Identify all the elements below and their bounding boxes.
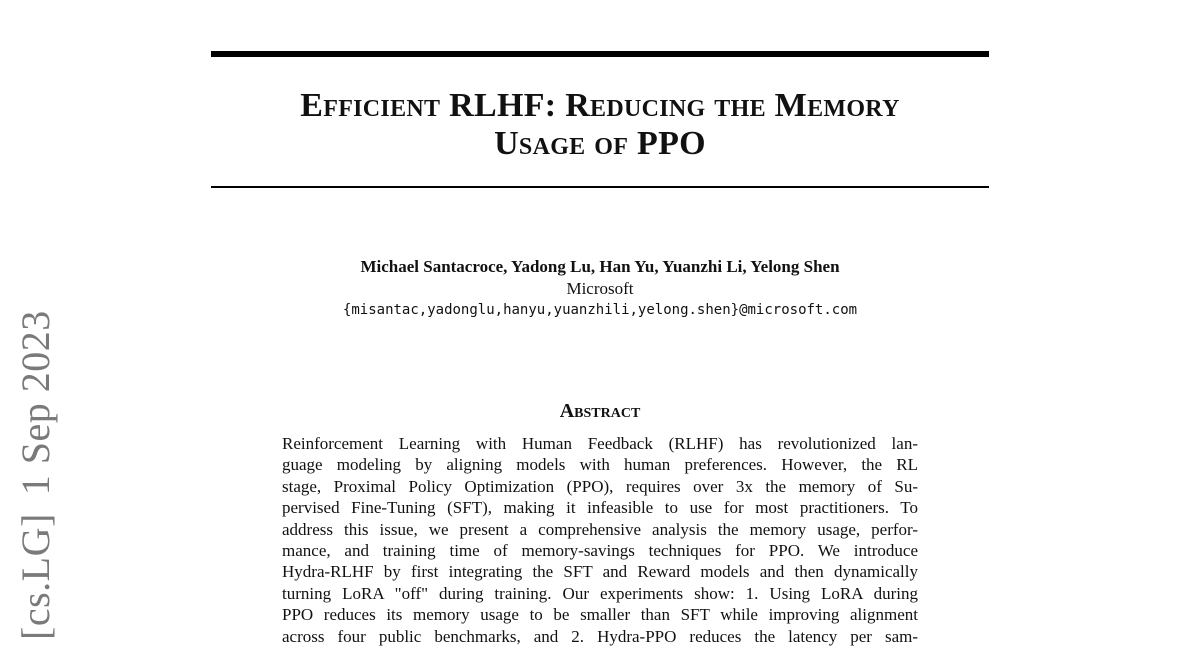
- abstract-line: Reinforcement Learning with Human Feedback (RLHF) has revolutionized lan-: [282, 434, 918, 453]
- author-list: Michael Santacroce, Yadong Lu, Han Yu, Yuanzhi Li, Yelong Shen: [360, 257, 840, 276]
- abstract-line: address this issue, we present a comprehensive analysis the memory usage, perfor-: [282, 519, 918, 539]
- title-top-rule: [211, 51, 989, 57]
- abstract-line: turning LoRA "off" during training. Our experiments show: 1. Using LoRA during: [282, 583, 918, 603]
- abstract-body: [282, 433, 918, 647]
- abstract-line: guage modeling by aligning models with human preferences. However, the RL: [282, 455, 918, 475]
- title-bottom-rule: [211, 186, 989, 188]
- paper-title-line-2: Usage of PPO: [494, 125, 706, 162]
- arxiv-date: 1 Sep 2023: [13, 310, 58, 496]
- abstract-line: mance, and training time of memory-savings techniques for PPO. We introduce: [282, 540, 918, 560]
- abstract-line: Hydra-RLHF by first integrating the SFT and Reward models and then dynamically: [282, 562, 918, 582]
- abstract-line: across four public benchmarks, and 2. Hydra-PPO reduces the latency per sam-: [282, 626, 918, 646]
- author-emails: {misantac,yadonglu,hanyu,yuanzhili,yelong.shen}@microsoft.com: [342, 302, 858, 318]
- paper-title: [211, 87, 989, 163]
- abstract-line: stage, Proximal Policy Optimization (PPO), requires over 3x the memory of Su-: [282, 476, 918, 496]
- paper-title-line-1: Efficient RLHF: Reducing the Memory: [300, 87, 900, 124]
- arxiv-side-stamp: [14, 310, 58, 640]
- abstract-line: PPO reduces its memory usage to be smaller than SFT while improving alignment: [282, 605, 918, 625]
- arxiv-category: [cs.LG]: [13, 513, 58, 640]
- affiliation: Microsoft: [566, 279, 634, 298]
- abstract-heading: Abstract: [559, 400, 641, 422]
- abstract-line: pervised Fine-Tuning (SFT), making it infeasible to use for most practitioners. To: [282, 498, 918, 518]
